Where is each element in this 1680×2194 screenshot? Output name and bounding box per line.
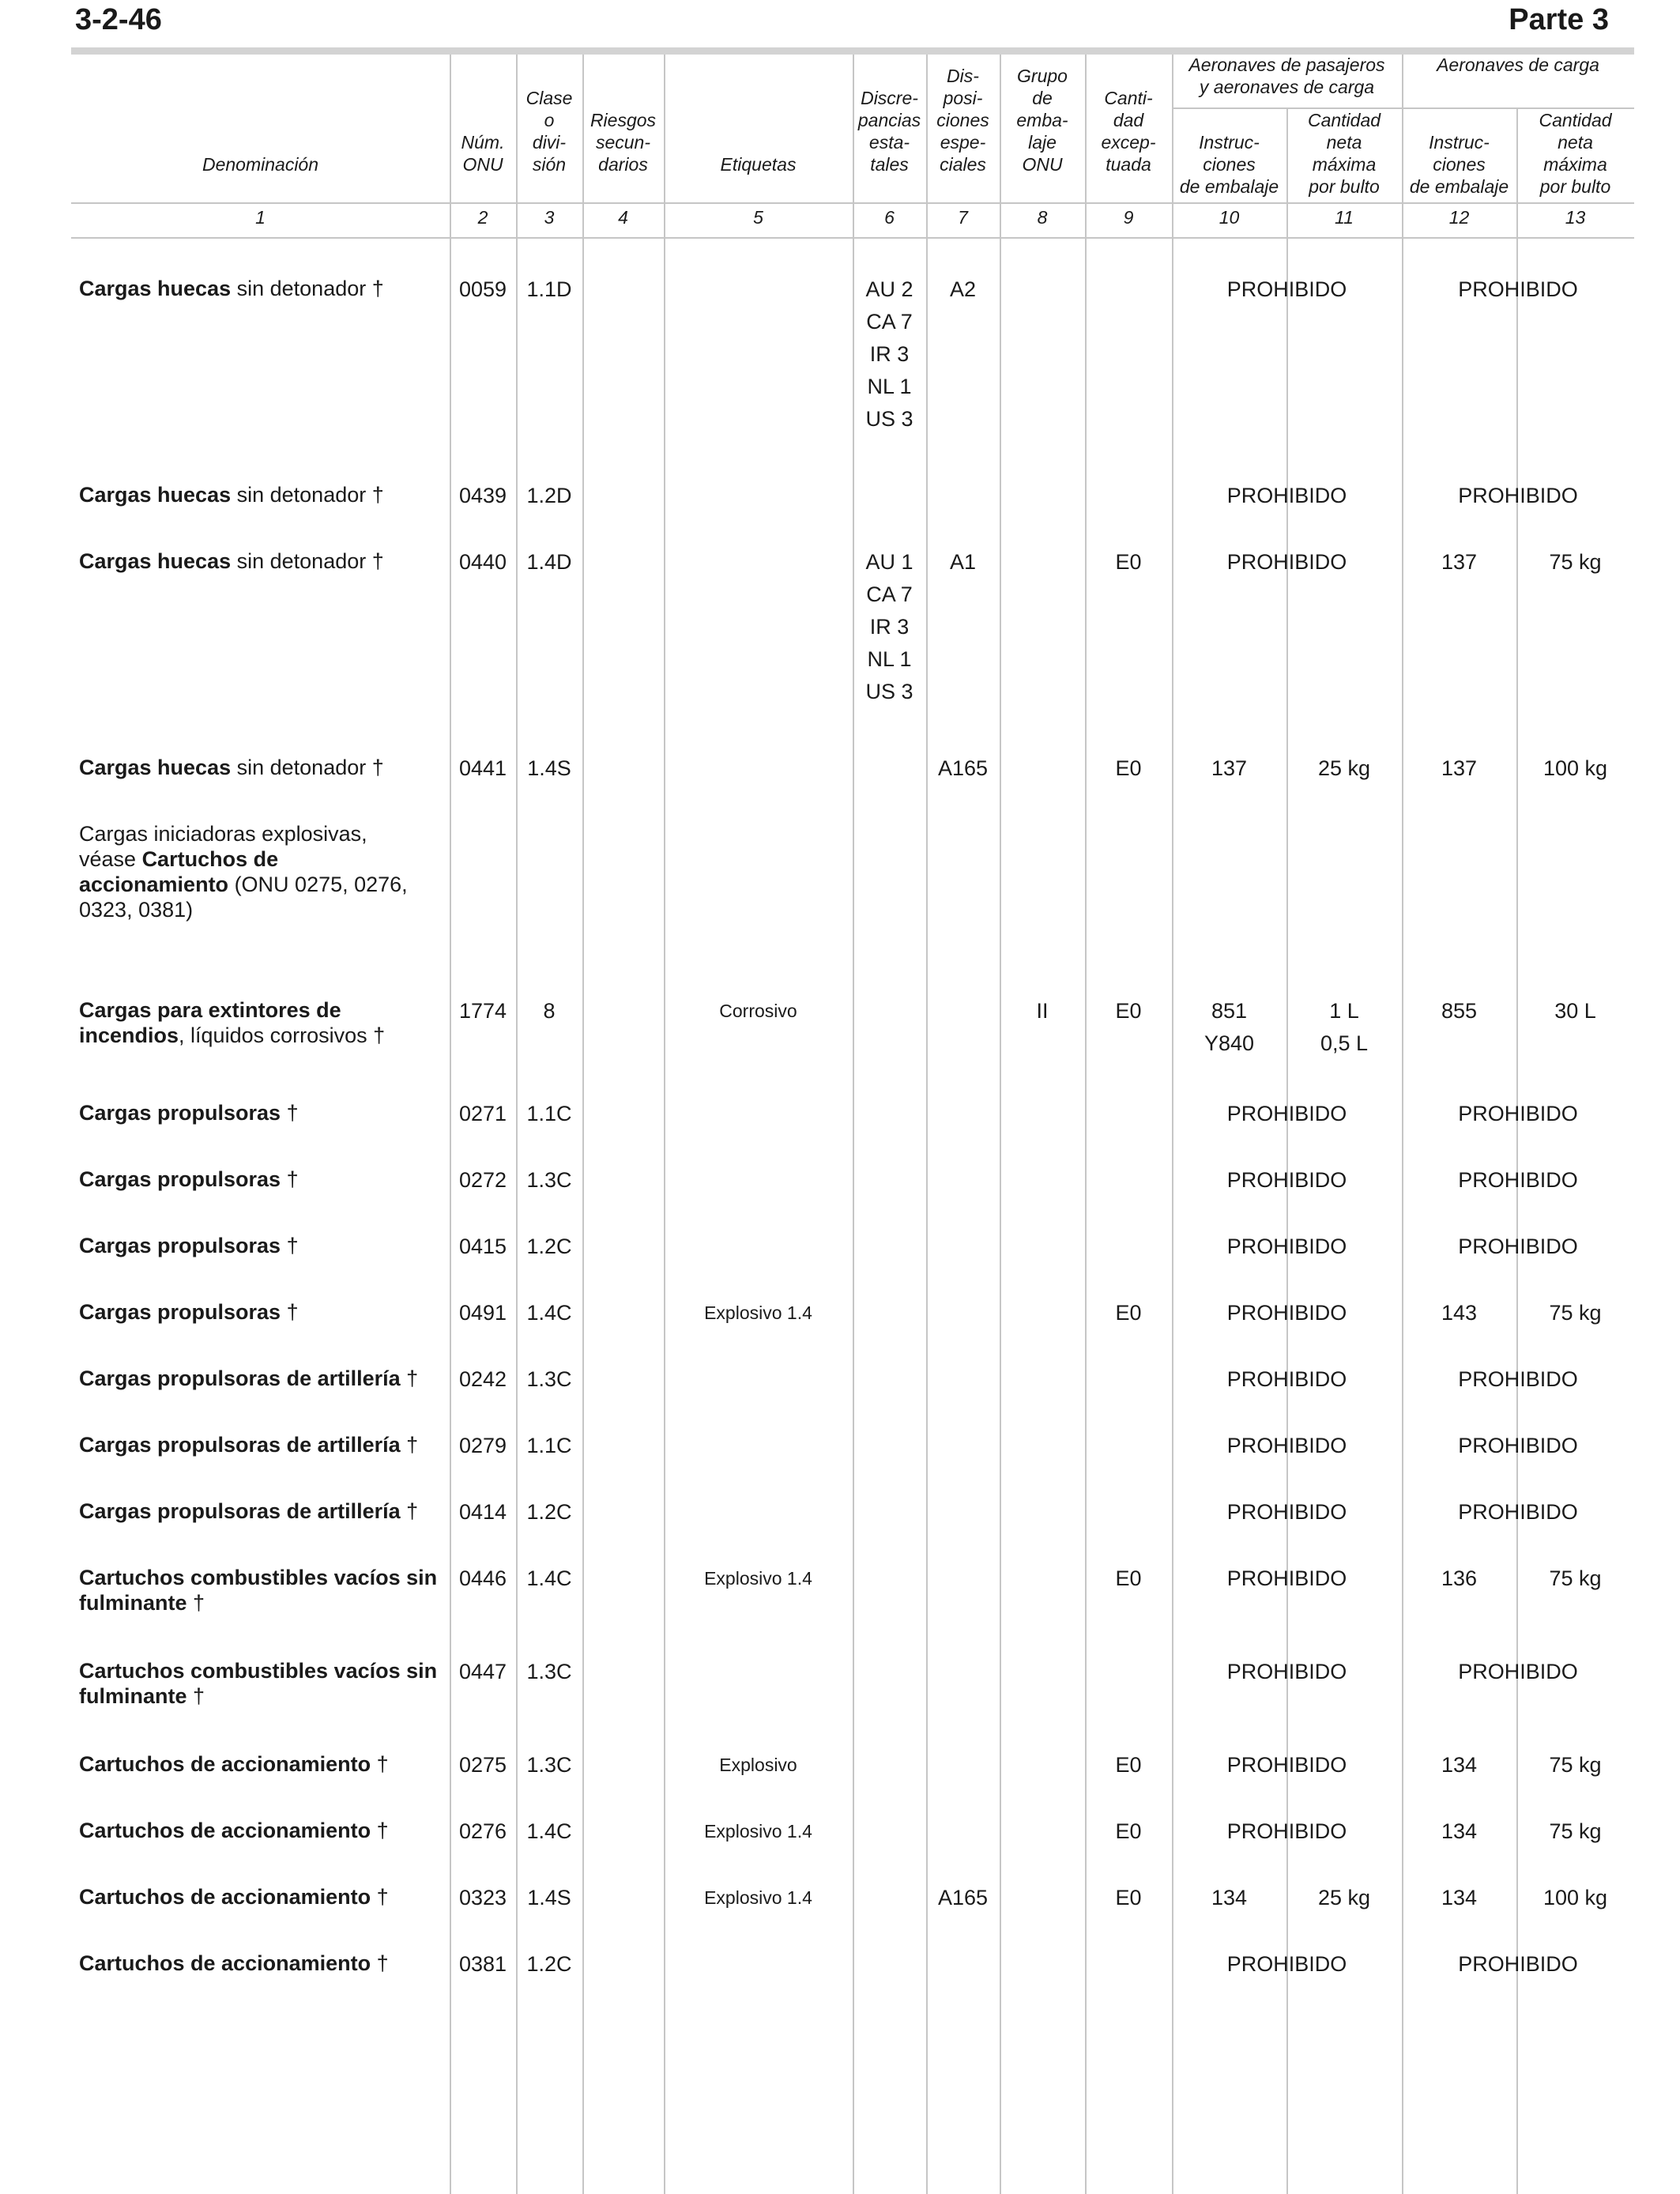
- special-provisions: A165: [937, 1886, 989, 1909]
- onu-number: 0279: [458, 1434, 507, 1457]
- header-clase: Clase o divi- sión: [525, 88, 573, 175]
- substance-name: [79, 1498, 450, 1524]
- substance-name-qualifier: †: [281, 1300, 299, 1324]
- reference-text: 0323, 0381): [79, 898, 194, 922]
- state-variations-line: CA 7: [866, 310, 913, 334]
- class-division: 1.4C: [526, 1566, 572, 1590]
- special-provisions: A1: [949, 550, 977, 574]
- onu-number: 0059: [458, 277, 507, 301]
- forbidden-cargo: PROHIBIDO: [1458, 277, 1578, 301]
- header-num-onu: Núm. ONU: [461, 132, 505, 175]
- forbidden-passenger: PROHIBIDO: [1226, 277, 1347, 301]
- substance-name-bold: Cargas propulsoras: [79, 1300, 281, 1324]
- substance-name-bold: Cargas huecas: [79, 549, 232, 573]
- header-grupo: Grupo de emba- laje ONU: [1016, 66, 1068, 175]
- col-divider: [926, 55, 928, 2194]
- max-net-qty-cargo: 75 kg: [1549, 1819, 1602, 1843]
- header-cantidad-pax: Cantidad neta máxima por bulto: [1307, 110, 1381, 197]
- state-variations-line: IR 3: [869, 342, 910, 366]
- max-net-qty-cargo: 75 kg: [1549, 1753, 1602, 1777]
- packing-instruction-cargo: 136: [1441, 1566, 1478, 1590]
- packing-instruction-passenger: 134: [1211, 1886, 1248, 1909]
- column-number: 8: [1037, 207, 1048, 228]
- substance-name: [79, 1658, 450, 1709]
- column-number: 7: [958, 207, 968, 228]
- reference-text: Cargas iniciadoras explosivas,: [79, 822, 367, 846]
- forbidden-passenger: PROHIBIDO: [1226, 1367, 1347, 1391]
- max-net-qty-cargo: 100 kg: [1543, 756, 1608, 780]
- substance-name-qualifier: †: [400, 1433, 419, 1457]
- substance-name-qualifier: †: [400, 1499, 419, 1523]
- column-number: 6: [884, 207, 895, 228]
- forbidden-passenger: PROHIBIDO: [1226, 1102, 1347, 1125]
- substance-name-qualifier: , líquidos corrosivos †: [179, 1023, 386, 1047]
- header-rule: [71, 202, 1634, 204]
- excepted-quantity: E0: [1115, 1819, 1142, 1843]
- max-net-qty-passenger-line: 0,5 L: [1320, 1031, 1369, 1055]
- excepted-quantity: E0: [1115, 550, 1142, 574]
- col-divider: [1516, 107, 1518, 2194]
- max-net-qty-cargo: 100 kg: [1543, 1886, 1608, 1909]
- header-cantidad-exceptuada: Canti- dad excep- tuada: [1101, 88, 1156, 175]
- header-group-pasajeros: Aeronaves de pasajeros y aeronaves de carga: [1188, 55, 1385, 97]
- forbidden-passenger: PROHIBIDO: [1226, 1434, 1347, 1457]
- substance-name-qualifier: sin detonador †: [231, 483, 384, 507]
- substance-name-qualifier: †: [281, 1167, 299, 1191]
- excepted-quantity: E0: [1115, 756, 1142, 780]
- label-etiqueta: Corrosivo: [719, 1001, 797, 1021]
- reference-target: accionamiento: [79, 873, 229, 896]
- excepted-quantity: E0: [1115, 999, 1142, 1023]
- substance-name: [79, 1233, 450, 1258]
- substance-name-bold: Cargas propulsoras: [79, 1234, 281, 1257]
- substance-name-qualifier: †: [371, 1752, 389, 1776]
- column-number: 4: [618, 207, 628, 228]
- column-number: 11: [1335, 207, 1354, 228]
- packing-group: II: [1036, 999, 1049, 1023]
- class-division: 1.3C: [526, 1367, 572, 1391]
- class-division: 1.3C: [526, 1168, 572, 1192]
- forbidden-cargo: PROHIBIDO: [1458, 484, 1578, 507]
- state-variations-line: US 3: [865, 407, 913, 431]
- forbidden-passenger: PROHIBIDO: [1226, 1566, 1347, 1590]
- substance-name-qualifier: sin detonador †: [231, 549, 384, 573]
- packing-instruction-cargo: 134: [1441, 1753, 1478, 1777]
- substance-name: [79, 548, 450, 574]
- header-instrucciones-carga: Instruc- ciones de embalaje: [1409, 132, 1509, 197]
- substance-name-bold: Cargas propulsoras de artillería: [79, 1499, 401, 1523]
- substance-name-bold: Cartuchos de accionamiento: [79, 1752, 371, 1776]
- column-number: 1: [255, 207, 266, 228]
- substance-name-bold: Cartuchos de accionamiento: [79, 1819, 371, 1842]
- col-divider: [1000, 55, 1001, 2194]
- onu-number: 1774: [458, 999, 507, 1023]
- header-group-carga: Aeronaves de carga: [1437, 55, 1599, 75]
- substance-name: [79, 1565, 450, 1615]
- forbidden-cargo: PROHIBIDO: [1458, 1367, 1578, 1391]
- substance-name-qualifier: †: [281, 1101, 299, 1125]
- class-division: 1.2C: [526, 1952, 572, 1976]
- state-variations-line: CA 7: [866, 582, 913, 606]
- onu-number: 0276: [458, 1819, 507, 1843]
- class-division: 1.4D: [526, 550, 572, 574]
- colnum-rule: [71, 237, 1634, 239]
- substance-name-qualifier: sin detonador †: [231, 756, 384, 779]
- substance-name-bold: Cargas huecas: [79, 756, 232, 779]
- column-number: 10: [1219, 207, 1240, 228]
- label-etiqueta: Explosivo: [719, 1755, 797, 1775]
- special-provisions: A165: [937, 756, 989, 780]
- state-variations-line: AU 2: [865, 277, 913, 301]
- forbidden-passenger: PROHIBIDO: [1226, 1753, 1347, 1777]
- page-number: 3-2-46: [75, 3, 162, 36]
- max-net-qty-passenger: [1286, 995, 1402, 1060]
- state-variations-line: IR 3: [869, 615, 910, 639]
- substance-name-bold: Cartuchos combustibles vacíos sin fulminante: [79, 1566, 438, 1615]
- onu-number: 0491: [458, 1301, 507, 1325]
- substance-name-qualifier: †: [186, 1684, 205, 1708]
- max-net-qty-passenger: 25 kg: [1317, 1886, 1371, 1909]
- label-etiqueta: Explosivo 1.4: [704, 1887, 812, 1908]
- max-net-qty-cargo: 75 kg: [1549, 1566, 1602, 1590]
- packing-instruction-passenger-line: Y840: [1203, 1031, 1255, 1055]
- packing-instruction-passenger: 137: [1211, 756, 1248, 780]
- substance-name: [79, 1366, 450, 1391]
- onu-number: 0271: [458, 1102, 507, 1125]
- substance-name: [79, 1884, 450, 1909]
- max-net-qty-cargo: 75 kg: [1549, 1301, 1602, 1325]
- col-divider: [1085, 55, 1087, 2194]
- header-discrepancias: Discre- pancias esta- tales: [857, 88, 921, 175]
- substance-name-qualifier: sin detonador †: [231, 277, 384, 300]
- class-division: 1.3C: [526, 1753, 572, 1777]
- class-division: 1.2C: [526, 1500, 572, 1524]
- class-division: 1.1C: [526, 1102, 572, 1125]
- substance-name-bold: Cargas propulsoras: [79, 1101, 281, 1125]
- class-division: 1.4C: [526, 1301, 572, 1325]
- reference-text: (ONU 0275, 0276,: [228, 873, 408, 896]
- packing-instruction-passenger: [1172, 995, 1286, 1060]
- forbidden-passenger: PROHIBIDO: [1226, 1660, 1347, 1683]
- substance-name: [79, 276, 450, 301]
- cross-reference-text: [79, 821, 450, 922]
- class-division: 1.1D: [526, 277, 572, 301]
- label-etiqueta: Explosivo 1.4: [704, 1568, 812, 1589]
- onu-number: 0272: [458, 1168, 507, 1192]
- substance-name-bold: Cargas propulsoras de artillería: [79, 1367, 401, 1390]
- onu-number: 0447: [458, 1660, 507, 1683]
- substance-name: [79, 997, 450, 1048]
- forbidden-passenger: PROHIBIDO: [1226, 1235, 1347, 1258]
- forbidden-passenger: PROHIBIDO: [1226, 484, 1347, 507]
- substance-name-qualifier: †: [371, 1951, 389, 1975]
- packing-instruction-passenger-line: 851: [1211, 999, 1248, 1023]
- substance-name-bold: Cargas propulsoras: [79, 1167, 281, 1191]
- substance-name-qualifier: †: [186, 1591, 205, 1615]
- state-variations-line: AU 1: [865, 550, 913, 574]
- class-division: 8: [543, 999, 556, 1023]
- col-divider: [664, 55, 665, 2194]
- packing-instruction-cargo: 137: [1441, 756, 1478, 780]
- forbidden-passenger: PROHIBIDO: [1226, 550, 1347, 574]
- reference-target: Cartuchos de: [141, 847, 279, 871]
- substance-name-qualifier: †: [400, 1367, 419, 1390]
- substance-name-bold: Cartuchos de accionamiento: [79, 1885, 371, 1909]
- max-net-qty-cargo: 30 L: [1554, 999, 1596, 1023]
- max-net-qty-passenger: 25 kg: [1317, 756, 1371, 780]
- column-number: 9: [1123, 207, 1134, 228]
- header-riesgos: Riesgos secun- darios: [590, 110, 657, 175]
- onu-number: 0439: [458, 484, 507, 507]
- substance-name-qualifier: †: [371, 1819, 389, 1842]
- reference-text: véase: [79, 847, 142, 871]
- part-label: Parte 3: [1509, 3, 1609, 36]
- forbidden-passenger: PROHIBIDO: [1226, 1500, 1347, 1524]
- substance-name-qualifier: †: [281, 1234, 299, 1257]
- substance-name-bold: Cargas propulsoras de artillería: [79, 1433, 401, 1457]
- substance-name: [79, 1951, 450, 1976]
- state-variations-line: NL 1: [867, 375, 912, 398]
- substance-name-bold: Cargas huecas: [79, 483, 232, 507]
- substance-name: [79, 1432, 450, 1457]
- packing-instruction-cargo: 137: [1441, 550, 1478, 574]
- forbidden-cargo: PROHIBIDO: [1458, 1102, 1578, 1125]
- max-net-qty-passenger-line: 1 L: [1329, 999, 1359, 1023]
- substance-name-qualifier: †: [371, 1885, 389, 1909]
- substance-name: [79, 755, 450, 780]
- label-etiqueta: Explosivo 1.4: [704, 1302, 812, 1323]
- onu-number: 0242: [458, 1367, 507, 1391]
- header-denominacion: Denominación: [202, 154, 319, 175]
- col-divider: [1286, 107, 1288, 2194]
- class-division: 1.3C: [526, 1660, 572, 1683]
- state-variations-line: NL 1: [867, 647, 912, 671]
- max-net-qty-cargo: 75 kg: [1549, 550, 1602, 574]
- class-division: 1.4S: [527, 1886, 571, 1909]
- onu-number: 0275: [458, 1753, 507, 1777]
- header-instrucciones-pax: Instruc- ciones de embalaje: [1179, 132, 1279, 197]
- onu-number: 0415: [458, 1235, 507, 1258]
- label-etiqueta: Explosivo 1.4: [704, 1821, 812, 1842]
- substance-name: [79, 482, 450, 507]
- column-number: 3: [544, 207, 555, 228]
- forbidden-cargo: PROHIBIDO: [1458, 1235, 1578, 1258]
- class-division: 1.4C: [526, 1819, 572, 1843]
- column-number: 2: [477, 207, 488, 228]
- header-etiquetas: Etiquetas: [720, 154, 797, 175]
- column-number: 5: [753, 207, 763, 228]
- onu-number: 0446: [458, 1566, 507, 1590]
- class-division: 1.1C: [526, 1434, 572, 1457]
- forbidden-cargo: PROHIBIDO: [1458, 1500, 1578, 1524]
- substance-name: [79, 1299, 450, 1325]
- header-disposiciones: Dis- posi- ciones espe- ciales: [936, 66, 989, 175]
- substance-name-bold: Cargas para extintores de incendios: [79, 998, 341, 1047]
- forbidden-cargo: PROHIBIDO: [1458, 1660, 1578, 1683]
- packing-instruction-cargo: 143: [1441, 1301, 1478, 1325]
- class-division: 1.2C: [526, 1235, 572, 1258]
- state-variations: [853, 546, 926, 708]
- onu-number: 0323: [458, 1886, 507, 1909]
- excepted-quantity: E0: [1115, 1301, 1142, 1325]
- forbidden-cargo: PROHIBIDO: [1458, 1434, 1578, 1457]
- forbidden-passenger: PROHIBIDO: [1226, 1952, 1347, 1976]
- substance-name-bold: Cartuchos combustibles vacíos sin fulminante: [79, 1659, 438, 1708]
- substance-name: [79, 1751, 450, 1777]
- substance-name: [79, 1818, 450, 1843]
- forbidden-cargo: PROHIBIDO: [1458, 1952, 1578, 1976]
- substance-name-bold: Cartuchos de accionamiento: [79, 1951, 371, 1975]
- forbidden-cargo: PROHIBIDO: [1458, 1168, 1578, 1192]
- state-variations: [853, 273, 926, 435]
- excepted-quantity: E0: [1115, 1886, 1142, 1909]
- onu-number: 0414: [458, 1500, 507, 1524]
- onu-number: 0440: [458, 550, 507, 574]
- substance-name: [79, 1167, 450, 1192]
- column-number: 13: [1565, 207, 1586, 228]
- column-number: 12: [1448, 207, 1470, 228]
- forbidden-passenger: PROHIBIDO: [1226, 1301, 1347, 1325]
- substance-name: [79, 1100, 450, 1125]
- packing-instruction-cargo: 134: [1441, 1886, 1478, 1909]
- excepted-quantity: E0: [1115, 1566, 1142, 1590]
- header-cantidad-carga: Cantidad neta máxima por bulto: [1539, 110, 1612, 197]
- onu-number: 0381: [458, 1952, 507, 1976]
- packing-instruction-cargo: 134: [1441, 1819, 1478, 1843]
- col-divider: [582, 55, 584, 2194]
- substance-name-bold: Cargas huecas: [79, 277, 232, 300]
- class-division: 1.4S: [527, 756, 571, 780]
- special-provisions: A2: [949, 277, 977, 301]
- excepted-quantity: E0: [1115, 1753, 1142, 1777]
- packing-instruction-cargo: 855: [1441, 999, 1478, 1023]
- forbidden-passenger: PROHIBIDO: [1226, 1168, 1347, 1192]
- onu-number: 0441: [458, 756, 507, 780]
- forbidden-passenger: PROHIBIDO: [1226, 1819, 1347, 1843]
- state-variations-line: US 3: [865, 680, 913, 703]
- class-division: 1.2D: [526, 484, 572, 507]
